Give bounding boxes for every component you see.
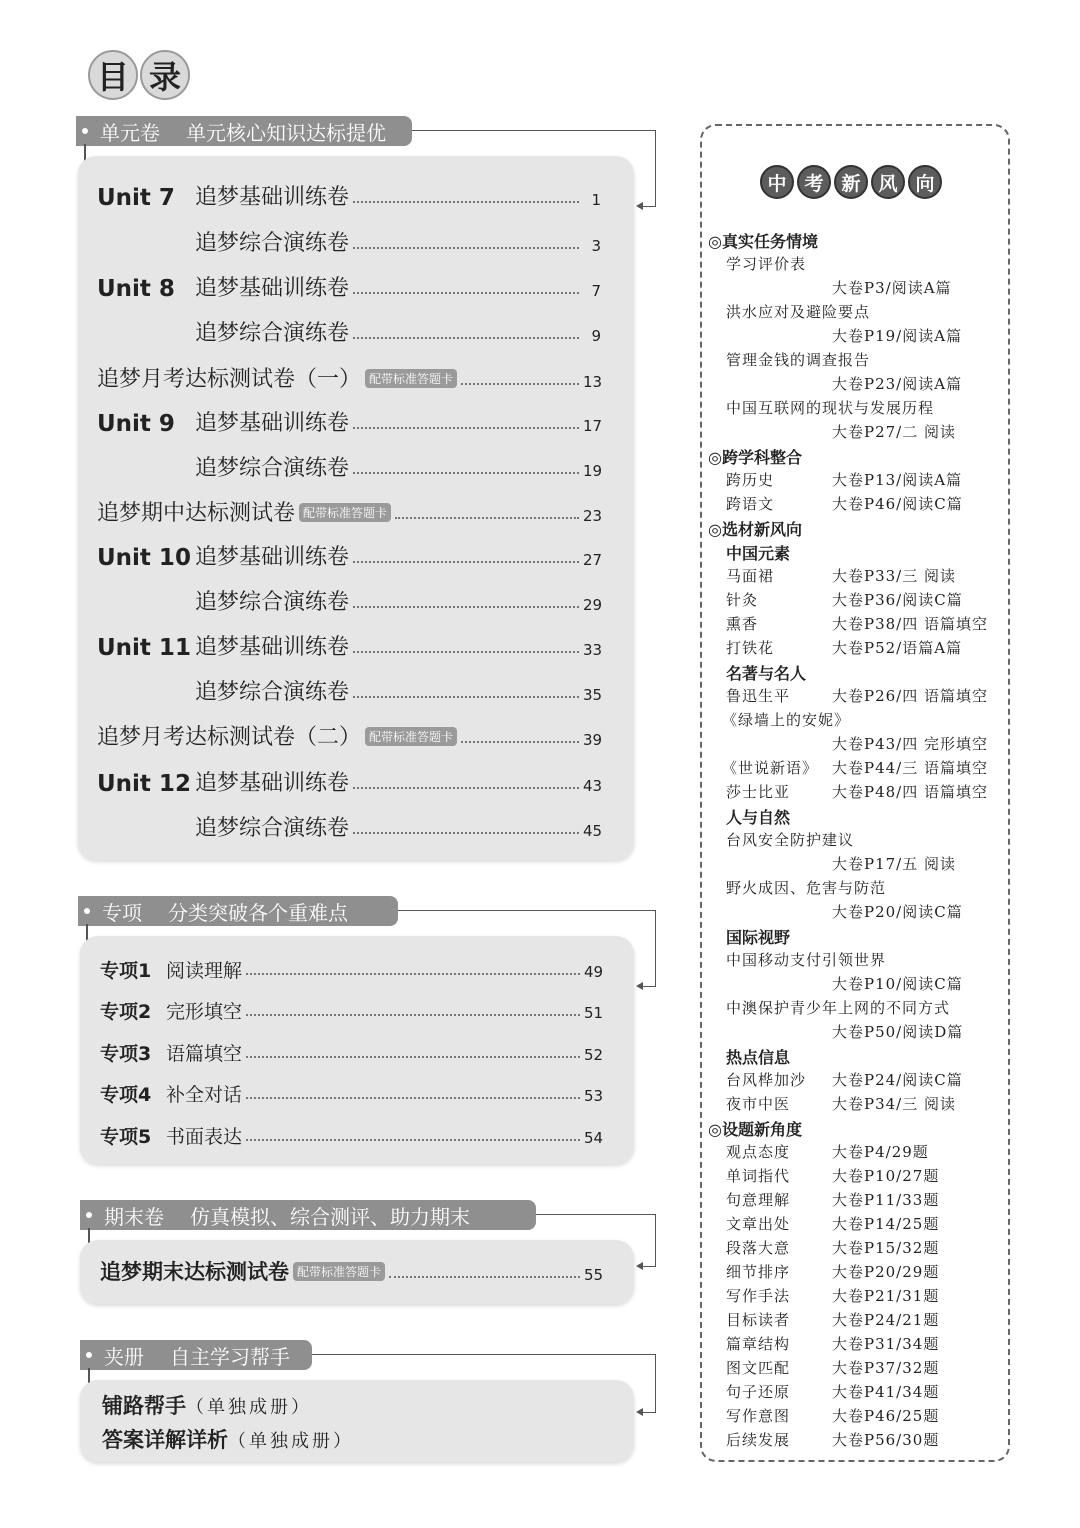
subcategory-heading: 人与自然 (726, 808, 791, 827)
toc-row (97, 496, 601, 527)
source-reference: 大卷P38/四 语篇填空 (832, 615, 989, 633)
special-label: 专项3 (100, 1043, 152, 1065)
toc-title: 追梦月考达标测试卷（一） (97, 367, 362, 392)
title-char: 录 (140, 50, 190, 100)
topic-item: 夜市中医 (726, 1095, 791, 1113)
section-name: 单元卷 (100, 120, 160, 145)
topic-item: 段落大意 (726, 1239, 791, 1257)
topic-item: 篇章结构 (726, 1335, 791, 1353)
special-title: 书面表达 (166, 1126, 243, 1148)
section-desc: 自主学习帮手 (170, 1344, 290, 1369)
answer-card-badge: 配带标准答题卡 (293, 1262, 385, 1281)
special-row (100, 1039, 602, 1066)
toc-title: 追梦综合演练卷 (195, 456, 350, 481)
topic-item: 句意理解 (726, 1191, 791, 1209)
toc-title: 追梦期中达标测试卷 (97, 501, 296, 526)
subcategory-heading: 中国元素 (726, 544, 791, 563)
topic-item: 台风桦加沙 (726, 1071, 807, 1089)
source-reference: 大卷P44/三 语篇填空 (832, 759, 989, 777)
page-number: 43 (583, 777, 603, 795)
topic-item: 管理金钱的调查报告 (726, 351, 871, 369)
toc-row (97, 811, 601, 842)
special-row (100, 1122, 602, 1149)
source-reference: 大卷P11/33题 (832, 1191, 940, 1209)
source-reference: 大卷P24/阅读C篇 (832, 1071, 963, 1089)
special-title: 完形填空 (166, 1001, 243, 1023)
source-reference: 大卷P56/30题 (832, 1431, 940, 1449)
source-reference: 大卷P33/三 阅读 (832, 567, 957, 585)
special-label: 专项4 (100, 1084, 152, 1106)
topic-item: 后续发展 (726, 1431, 791, 1449)
section-name: 夹册 (104, 1344, 144, 1369)
special-title: 补全对话 (166, 1084, 243, 1106)
source-reference: 大卷P41/34题 (832, 1383, 940, 1401)
page-number: 7 (591, 282, 601, 300)
unit-label: Unit 7 (97, 185, 175, 211)
toc-title: 追梦基础训练卷 (195, 545, 350, 570)
special-label: 专项2 (100, 1001, 152, 1023)
unit-label: Unit 8 (97, 276, 175, 302)
special-row (100, 997, 602, 1024)
source-reference: 大卷P31/34题 (832, 1335, 940, 1353)
toc-row (97, 585, 601, 616)
final-row (100, 1256, 602, 1286)
toc-row (97, 316, 601, 347)
toc-row (97, 766, 601, 797)
section-header-final (80, 1200, 536, 1230)
subcategory-heading: 热点信息 (726, 1048, 791, 1067)
source-reference: 大卷P26/四 语篇填空 (832, 687, 989, 705)
source-reference: 大卷P48/四 语篇填空 (832, 783, 989, 801)
source-reference: 大卷P43/四 完形填空 (832, 735, 989, 753)
topic-item: 单词指代 (726, 1167, 791, 1185)
page-number: 53 (584, 1087, 604, 1105)
source-reference: 大卷P10/阅读C篇 (832, 975, 963, 993)
topic-item: 《世说新语》 (722, 759, 819, 777)
section-header-attached (80, 1340, 312, 1370)
source-reference: 大卷P52/语篇A篇 (832, 639, 963, 657)
page-number: 49 (584, 963, 604, 981)
topic-item: 莎士比亚 (726, 783, 791, 801)
topic-item: 观点态度 (726, 1143, 791, 1161)
source-reference: 大卷P36/阅读C篇 (832, 591, 963, 609)
page-number: 35 (583, 686, 603, 704)
special-row (100, 1080, 602, 1107)
toc-title: 追梦基础训练卷 (195, 185, 350, 210)
section-header-special (78, 896, 398, 926)
unit-label: Unit 9 (97, 411, 175, 437)
section-desc: 单元核心知识达标提优 (186, 120, 386, 145)
topic-item: 熏香 (726, 615, 759, 633)
toc-title: 追梦月考达标测试卷（二） (97, 725, 362, 750)
topic-item: 中国互联网的现状与发展历程 (726, 399, 935, 417)
toc-title: 追梦综合演练卷 (195, 680, 350, 705)
special-row (100, 956, 602, 983)
topic-item: 中国移动支付引领世界 (726, 951, 887, 969)
section-desc: 分类突破各个重难点 (168, 900, 348, 925)
page-number: 51 (584, 1004, 604, 1022)
source-reference: 大卷P20/阅读C篇 (832, 903, 963, 921)
toc-title: 追梦综合演练卷 (195, 816, 350, 841)
section-name: 期末卷 (104, 1204, 164, 1229)
page-title (88, 50, 192, 100)
toc-title: 追梦基础训练卷 (195, 771, 350, 796)
unit-label: Unit 12 (97, 771, 191, 797)
exam-trends-title: 中 考 新 风 向 (760, 165, 945, 199)
topic-item: 写作意图 (726, 1407, 791, 1425)
source-reference: 大卷P14/25题 (832, 1215, 940, 1233)
source-reference: 大卷P37/32题 (832, 1359, 940, 1377)
page-number: 45 (583, 822, 603, 840)
helper-item: 铺路帮手（单独成册） (102, 1394, 312, 1418)
unit-label: Unit 11 (97, 635, 191, 661)
topic-item: 打铁花 (726, 639, 775, 657)
topic-item: 图文匹配 (726, 1359, 791, 1377)
toc-title: 追梦基础训练卷 (195, 411, 350, 436)
source-reference: 大卷P17/五 阅读 (832, 855, 957, 873)
unit-label: Unit 10 (97, 545, 191, 571)
topic-item: 写作手法 (726, 1287, 791, 1305)
toc-row (97, 675, 601, 706)
special-label: 专项5 (100, 1126, 152, 1148)
toc-row (97, 406, 601, 437)
section-header-unit (76, 116, 412, 146)
page-number: 52 (584, 1046, 604, 1064)
page-number: 9 (591, 327, 601, 345)
source-reference: 大卷P19/阅读A篇 (832, 327, 963, 345)
page-number: 19 (583, 462, 603, 480)
special-label: 专项1 (100, 960, 152, 982)
page-number: 3 (591, 237, 601, 255)
toc-row (97, 226, 601, 257)
page-number: 17 (583, 417, 603, 435)
topic-item: 洪水应对及避险要点 (726, 303, 871, 321)
topic-item: 马面裙 (726, 567, 775, 585)
topic-item: 《绿墙上的安妮》 (722, 711, 851, 729)
helper-item: 答案详解详析（单独成册） (102, 1428, 354, 1452)
category-heading: ◎设题新角度 (708, 1120, 802, 1139)
source-reference: 大卷P20/29题 (832, 1263, 940, 1281)
answer-card-badge: 配带标准答题卡 (299, 503, 391, 522)
page-number: 29 (583, 596, 603, 614)
topic-item: 句子还原 (726, 1383, 791, 1401)
topic-item: 文章出处 (726, 1215, 791, 1233)
source-reference: 大卷P13/阅读A篇 (832, 471, 963, 489)
topic-item: 野火成因、危害与防范 (726, 879, 887, 897)
source-reference: 大卷P15/32题 (832, 1239, 940, 1257)
toc-row (97, 720, 601, 751)
source-reference: 大卷P23/阅读A篇 (832, 375, 963, 393)
source-reference: 大卷P27/二 阅读 (832, 423, 957, 441)
topic-item: 学习评价表 (726, 255, 807, 273)
toc-title: 追梦综合演练卷 (195, 590, 350, 615)
source-reference: 大卷P50/阅读D篇 (832, 1023, 964, 1041)
topic-item: 针灸 (726, 591, 759, 609)
page-number: 54 (584, 1129, 604, 1147)
toc-row (97, 362, 601, 393)
answer-card-badge: 配带标准答题卡 (365, 727, 457, 746)
source-reference: 大卷P3/阅读A篇 (832, 279, 952, 297)
topic-item: 台风安全防护建议 (726, 831, 855, 849)
category-heading: ◎跨学科整合 (708, 448, 802, 467)
final-title: 追梦期末达标测试卷 (100, 1260, 289, 1284)
special-title: 语篇填空 (166, 1043, 243, 1065)
page-number: 1 (591, 191, 601, 209)
page-number: 33 (583, 641, 603, 659)
toc-row (97, 180, 601, 211)
toc-title: 追梦基础训练卷 (195, 635, 350, 660)
page-number: 13 (583, 373, 603, 391)
source-reference: 大卷P4/29题 (832, 1143, 929, 1161)
section-name: 专项 (102, 900, 142, 925)
source-reference: 大卷P10/27题 (832, 1167, 940, 1185)
source-reference: 大卷P46/阅读C篇 (832, 495, 963, 513)
page-number: 23 (583, 507, 603, 525)
topic-item: 中澳保护青少年上网的不同方式 (726, 999, 951, 1017)
topic-item: 跨语文 (726, 495, 775, 513)
toc-title: 追梦综合演练卷 (195, 321, 350, 346)
toc-title: 追梦综合演练卷 (195, 231, 350, 256)
toc-row (97, 630, 601, 661)
toc-row (97, 540, 601, 571)
subcategory-heading: 名著与名人 (726, 664, 807, 683)
title-char: 目 (88, 50, 138, 100)
section-desc: 仿真模拟、综合测评、助力期末 (190, 1204, 470, 1229)
source-reference: 大卷P34/三 阅读 (832, 1095, 957, 1113)
toc-row (97, 271, 601, 302)
topic-item: 目标读者 (726, 1311, 791, 1329)
answer-card-badge: 配带标准答题卡 (365, 369, 457, 388)
source-reference: 大卷P21/31题 (832, 1287, 940, 1305)
page-number: 27 (583, 551, 603, 569)
toc-title: 追梦基础训练卷 (195, 276, 350, 301)
special-title: 阅读理解 (166, 960, 243, 982)
source-reference: 大卷P46/25题 (832, 1407, 940, 1425)
category-heading: ◎选材新风向 (708, 520, 802, 539)
page-number: 39 (583, 731, 603, 749)
page-number: 55 (584, 1266, 604, 1284)
toc-row (97, 451, 601, 482)
topic-item: 鲁迅生平 (726, 687, 791, 705)
topic-item: 跨历史 (726, 471, 775, 489)
topic-item: 细节排序 (726, 1263, 791, 1281)
subcategory-heading: 国际视野 (726, 928, 791, 947)
source-reference: 大卷P24/21题 (832, 1311, 940, 1329)
category-heading: ◎真实任务情境 (708, 232, 818, 251)
